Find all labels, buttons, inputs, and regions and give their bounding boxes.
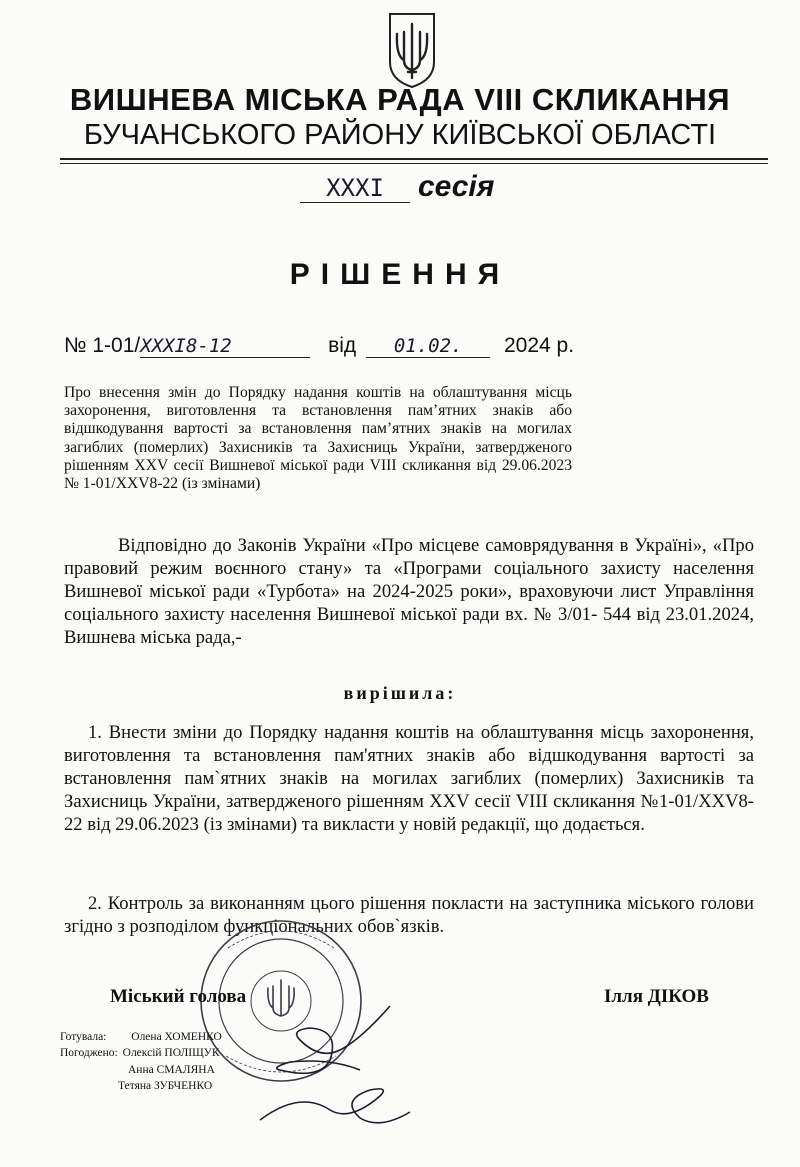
approved-name: Анна СМАЛЯНА [128,1064,215,1076]
prepared-row-4 [118,1079,212,1093]
date-from-label: від [328,334,357,357]
decision-year: 2024 р. [504,334,575,357]
council-name: ВИШНЕВА МІСЬКА РАДА VIII СКЛИКАННЯ [69,82,731,117]
session-number: XXXI [300,174,410,203]
document-title: РІШЕННЯ [289,258,511,291]
prepared-row-3 [128,1063,215,1077]
decision-number: XXXI8-12 [140,335,310,358]
decision-item-2: 2. Контроль за виконанням цього рішення покласти на заступника міського голови згідно з розподілом функціональних обов`язків. [64,893,754,937]
resolved-heading: вирішила: [343,683,457,703]
council-district: БУЧАНСЬКОГО РАЙОНУ КИЇВСЬКОЇ ОБЛАСТІ [83,119,717,151]
prepared-row-2 [60,1046,220,1060]
session-label: сесія [418,170,495,203]
approved-role: Погоджено: [60,1047,118,1059]
decision-number-line [64,334,574,358]
prepared-row-1 [60,1030,222,1044]
decision-item-1: 1. Внести зміни до Порядку надання коштів на облаштування місць захоронення, виготовлення та встановлення пам'ятних знаків або відшкодування вартості за встановлення пам`ятних знаків на могилах загиблих (померлих) Захисників та Захисниць України, затвердженого рішенням XXV сесії VIII скликання №1-01/XXV8-22 від 29.06.2023 (із змінами) та викласти у новій редакції, що додається. [64,722,754,835]
prepared-role: Готувала: [60,1031,107,1043]
decision-subject: Про внесення змін до Порядку надання коштів на облаштування місць захоронення, виготовлення та встановлення пам’ятних знаків або відшкодування вартості за встановлення пам’ятних знаків на могилах загиблих (померлих) Захисників та Захисниць України, затвердженого рішенням XXV сесії Вишневої міської ради VIII скликання від 29.06.2023 № 1-01/XXV8-22 (із змінами) [64,384,572,493]
signatory-name: Ілля ДІКОВ [604,986,709,1007]
preamble-paragraph: Відповідно до Законів України «Про місцеве самоврядування в Україні», «Про правовий режим воєнного стану» та «Програми соціального захисту населення Вишневої міської ради «Турбота» на 2024-2025 роки», враховуючи лист Управління соціального захисту населення Вишневої міської ради вх. № 3/01- 544 від 23.01.2024, Вишнева міська рада,- [64,535,754,648]
header-divider-thin [60,163,768,164]
decision-date: 01.02. [366,335,490,358]
prepared-name: Олена ХОМЕНКО [131,1031,222,1043]
signatory-position: Міський голова [110,986,247,1007]
approved-name: Тетяна ЗУБЧЕНКО [118,1080,213,1092]
header-divider [60,158,768,160]
number-prefix: № 1-01/ [64,334,141,357]
coat-of-arms-icon [384,10,440,90]
approved-name: Олексій ПОЛІЩУК [122,1047,220,1059]
handwritten-signature-icon [240,1000,440,1140]
session-line [300,170,560,204]
